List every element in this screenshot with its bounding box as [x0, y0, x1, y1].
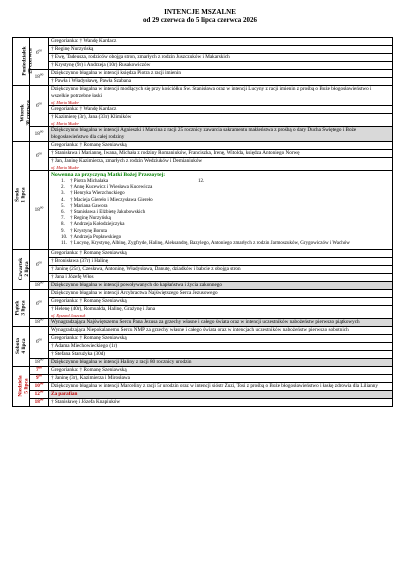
intention-text: Gregorianka: † Romanę Szeniawską: [51, 298, 127, 305]
novena-item-text: † Mariana Gawora: [70, 203, 108, 209]
intention-cell: [49, 171, 393, 250]
intention-row: [13, 319, 393, 327]
novena-item-text: † Andrzeja Kołodziejczyka: [70, 222, 125, 228]
mass-time: [30, 319, 49, 327]
intention-row: [13, 383, 393, 391]
novena-item-number: 10.: [61, 234, 68, 240]
mass-time: [30, 171, 49, 250]
intention-row: [13, 171, 393, 250]
novena-item-number: 6.: [61, 210, 65, 216]
intention-row: [13, 290, 393, 298]
intention-cell: [49, 399, 393, 407]
intention-row: [13, 258, 393, 266]
day-label: [13, 38, 34, 86]
mass-time-minutes: 00: [39, 317, 44, 322]
mass-time-minutes: 00: [38, 260, 43, 265]
intention-cell: [49, 274, 393, 282]
intention-text: † Reginę Nurzyńską: [51, 46, 94, 52]
page-title: INTENCJE MSZALNE: [164, 8, 236, 16]
intention-cell: [49, 106, 393, 114]
mass-time-hour: 7: [35, 367, 39, 374]
intention-row: [13, 86, 393, 106]
day-label-text: Wtorek 30 czerwca: [19, 100, 32, 126]
intention-cell: [49, 70, 393, 78]
intention-text: † Bronisława (37r) i Halinę: [51, 258, 109, 265]
day-label: [13, 86, 30, 142]
mass-time-hour: 18: [34, 206, 40, 213]
novena-item-number: 11.: [61, 241, 68, 247]
mass-time: [30, 250, 49, 282]
intention-row: [13, 351, 393, 359]
mass-time-minutes: 00: [38, 365, 43, 370]
intention-cell: [49, 391, 393, 399]
intention-text: † Pawła i Władysławę, Pawła Szabana: [51, 78, 131, 84]
novena-item-text: † Macieja Giereło i Mieczysława Giereło: [70, 197, 153, 203]
mass-time-minutes: 00: [39, 128, 44, 133]
novena-item-number: 7.: [61, 216, 65, 222]
novena-item-text: † Stanisława i Elżbietę Jakubowskich: [70, 210, 146, 216]
intention-cell: [49, 114, 393, 127]
intention-row: [13, 38, 393, 46]
mass-time: [30, 127, 49, 142]
offerer-note: of. Ryszard Jaszczuk: [51, 313, 86, 319]
intention-cell: [49, 359, 393, 367]
intention-row: [13, 306, 393, 319]
intention-row: [13, 335, 393, 343]
intention-text: † Stanisława i Mariannę, Iwana, Michała z rodziny Romaniuków, Franciszka, Irenę, Witolda, księdza Antoniego Norwę: [51, 150, 300, 156]
intention-cell: [49, 327, 393, 335]
novena-list: [51, 179, 390, 247]
intention-row: [13, 54, 393, 62]
intention-cell: [49, 375, 393, 383]
intention-row: [13, 399, 393, 407]
intention-cell: [49, 335, 393, 343]
intention-text: Gregorianka: † Romanę Szeniawską: [51, 250, 127, 257]
intention-row: [13, 158, 393, 171]
novena-item-text: † Piotra Michalaka: [70, 179, 109, 184]
intention-cell: [49, 343, 393, 351]
intention-row: [13, 391, 393, 399]
mass-time: [30, 282, 49, 290]
mass-time-minutes: 00: [39, 72, 44, 77]
intention-row: [13, 250, 393, 258]
novena-item-number: 1.: [61, 179, 65, 184]
intention-text: † Helenę (40r), Romualda, Halinę, Grażynę i Jana: [51, 306, 155, 313]
novena-item-extra: 12.: [198, 179, 205, 184]
novena-item-text: † Andrzeja Popławskiego: [70, 234, 122, 240]
mass-time-minutes: 00: [38, 373, 43, 378]
novena-item-text: † Reginę Nurzyńską: [70, 216, 111, 222]
mass-time-hour: 12: [34, 391, 40, 398]
mass-time-hour: 18: [34, 74, 40, 80]
day-label-text: Czwartek 2 lipca: [18, 258, 31, 281]
intention-row: [13, 127, 393, 142]
intention-text: Dziękczynno błagalna w intencji księdza Piotra z racji imienin: [51, 70, 181, 76]
intention-cell: [49, 62, 393, 70]
intention-cell: [49, 46, 393, 54]
intention-row: [13, 70, 393, 78]
intention-text: † Stanisławę i Józefa Knapiuków: [51, 399, 121, 406]
mass-time-hour: 6: [35, 102, 39, 109]
intention-row: [13, 375, 393, 383]
intention-text: † Janinę (3r), Kazimierza i Mirosława: [51, 375, 130, 382]
intention-row: [13, 274, 393, 282]
mass-time-minutes: 00: [39, 389, 44, 394]
intention-cell: [49, 150, 393, 158]
offerer-note: of. Maria Muder: [51, 100, 80, 105]
novena-item-number: 2.: [61, 185, 65, 191]
mass-time-hour: 6: [35, 152, 39, 159]
intention-text: Dziękczynno błagalna w intencji powoływanych do kapłaństwa i życia zakonnego: [51, 282, 222, 289]
mass-time-hour: 10: [34, 383, 40, 390]
intention-cell: [49, 258, 393, 266]
mass-time-minutes: 00: [38, 100, 43, 105]
intention-cell: [49, 266, 393, 274]
novena-title: Nowenna za przyczyną Matki Bożej Przezoytej:: [51, 172, 166, 178]
intention-text: † Janinę (25r), Czesława, Antoninę, Władysława, Danutę, dziadków i babcie z obojga stron: [51, 266, 241, 273]
intention-cell: [49, 367, 393, 375]
intention-row: [13, 298, 393, 306]
page-subtitle: od 29 czerwca do 5 lipca czerwca 2026: [142, 16, 258, 24]
novena-item-number: 4.: [61, 197, 65, 203]
mass-time: [30, 290, 49, 319]
intention-text: Za parafian: [51, 391, 78, 398]
mass-time-minutes: 00: [38, 299, 43, 303]
intention-cell: [49, 383, 393, 391]
intention-text: Dziękczynno błagalna w intencji modlących się przy kościółku Św. Stanisława oraz w intencji Lucyny z racji imienin z prośbą o Boże błogosławieństwo i wszelkie potrzebne łaski: [51, 86, 372, 99]
intention-text: † Adama Miechowieckiego (1r): [51, 343, 118, 350]
intention-cell: [49, 158, 393, 171]
intention-cell: [49, 38, 393, 46]
intention-row: [13, 327, 393, 335]
intention-cell: [49, 142, 393, 150]
intention-text: Gregorianka: † Romanę Szeniawską: [51, 367, 127, 374]
day-label: [13, 327, 30, 367]
intention-cell: [49, 351, 393, 359]
mass-time-minutes: 00: [39, 204, 44, 209]
mass-time-minutes: 00: [39, 397, 44, 402]
intention-cell: [49, 127, 393, 142]
novena-item-number: 5.: [61, 203, 65, 209]
mass-time-hour: 6: [35, 262, 39, 269]
mass-time-minutes: 00: [38, 337, 43, 342]
day-label: [13, 290, 30, 327]
intention-cell: [49, 54, 393, 62]
intention-cell: [49, 319, 393, 327]
mass-time-hour: 18: [34, 359, 40, 366]
day-label: [13, 367, 30, 407]
intention-cell: [49, 78, 393, 86]
intention-text: † Jan, Janinę Kazimierza, zmarłych z rodzin Wedziuków i Demianiuków: [51, 158, 203, 164]
intention-row: [13, 114, 393, 127]
intention-cell: [49, 250, 393, 258]
intention-text: Dziękczynno błagalna w intencji Agnieszki i Marcina z racji 25 rocznicy zawarcia sakramentu małżeństwa z prośbą o dary Ducha Świętego i Boże błogosławieństwo dla całej rodziny: [51, 127, 357, 140]
mass-time-minutes: 00: [38, 150, 43, 155]
novena-item: [61, 241, 390, 247]
intention-row: [13, 62, 393, 70]
mass-time: [30, 142, 49, 171]
mass-time: [30, 399, 49, 407]
mass-time-minutes: 00: [39, 357, 44, 362]
intention-text: † Krystynę (9r) i Andrzeja (10r) Rusakowiczów: [51, 62, 151, 68]
intention-row: [13, 46, 393, 54]
mass-time-hour: 18: [34, 282, 40, 289]
intention-text: † Ewę, Tadeusza, rodziców obojga stron, zmarłych z rodzin Juszczuków i Makarskich: [51, 54, 230, 60]
intention-row: [13, 343, 393, 351]
novena-item-number: 3.: [61, 191, 65, 197]
intention-row: [13, 282, 393, 290]
intention-text: Dziękczynno błagalna w intencji Haliny z racji 80 rocznicy urodzin: [51, 359, 192, 366]
intention-row: [13, 142, 393, 150]
novena-item-number: 9.: [61, 228, 65, 234]
mass-time-minutes: 00: [39, 280, 44, 285]
intention-row: [13, 106, 393, 114]
intention-row: [13, 78, 393, 86]
day-label: [13, 250, 30, 290]
intention-cell: [49, 290, 393, 298]
day-label-text: Środa 1 lipca: [15, 187, 27, 203]
intention-row: [13, 266, 393, 274]
day-label: [13, 142, 30, 250]
intention-cell: [49, 86, 393, 106]
offerer-note: of. Maria Muder: [51, 165, 80, 170]
mass-time-hour: 6: [35, 339, 39, 346]
mass-time-hour: 6: [35, 300, 39, 307]
intention-text: Wynagradzająca Niepokalanemu Sercu NMP za grzechy własne i całego świata oraz w intencjach uczestników nabożeństw pierwszo sobotnich: [51, 327, 349, 334]
novena-item-text: † Krystynę Boruta: [70, 228, 107, 234]
intention-text: Dziękczynno błagalna w intencji Marceliny z racji 5r urodzin oraz w intencji sióstr Zuzi, Tosi z prośbą o Boże błogosławieństwo i łaskę zdrowia dla Lilianny: [51, 383, 378, 390]
offerer-note: of. Maria Muder: [51, 121, 80, 126]
intention-text: Gregorianka: † Romanę Szeniawską: [51, 142, 127, 148]
intention-text: † Jana i Józefę Włos: [51, 274, 94, 281]
intention-row: [13, 150, 393, 158]
mass-time-hour: 18: [34, 319, 40, 326]
mass-time-hour: 6: [35, 50, 39, 56]
mass-time-minutes: 00: [38, 48, 43, 53]
mass-time-minutes: 00: [39, 381, 44, 386]
mass-time: [30, 327, 49, 359]
mass-time-hour: 9: [35, 375, 39, 382]
intention-text: Gregorianka: † Wandę Kardacz: [51, 106, 117, 112]
intention-row: [13, 367, 393, 375]
novena-item-text: † Annę Kucewicz i Wiesława Kucewicza: [70, 185, 153, 191]
novena-item-text: † Henryka Wierzchuckiego: [70, 191, 125, 197]
intention-cell: [49, 298, 393, 306]
novena-item-text: † Lucynę, Krystynę, Albinę, Zygfryde, Halinę, Aleksandrę, Bazylego, Antoniego zmarłych z rodzin Jarmoszuków, Grygowiczów i Wachów: [70, 241, 350, 247]
novena-item-number: 8.: [61, 222, 65, 228]
mass-time: [30, 86, 49, 127]
intention-text: Gregorianka: † Romanę Szeniawską: [51, 335, 127, 342]
intention-text: Gregorianka: † Wandę Kardacz: [51, 38, 117, 44]
intention-text: Dziękczynno błagalna w intencji Arcybractwa Najświętszego Serca Jezusowego: [51, 290, 218, 297]
day-label-text: Poniedziałek 29 czerwca: [21, 46, 34, 76]
intention-text: † Kazimierę (3r), Jana (33r) Klimików: [51, 114, 132, 120]
intention-cell: [49, 306, 393, 319]
intention-cell: [49, 282, 393, 290]
day-label-text: Piątek 3 lipca: [15, 300, 27, 316]
day-label-text: Sobota 4 lipca: [14, 338, 27, 355]
mass-time-hour: 18: [34, 399, 40, 406]
mass-time-hour: 18: [34, 130, 40, 137]
intentions-table: [12, 37, 393, 407]
intention-row: [13, 359, 393, 367]
intention-text: Wynagradzająca Najświętszemu Sercu Pana Jezusa za grzechy własne i całego świata oraz w intencji uczestników nabożeństw pierwszo piątkowych: [51, 319, 360, 326]
day-label-text: Niedziela 5 lipca: [17, 375, 30, 397]
intention-text: † Stefana Staruźyka (30d): [51, 351, 106, 358]
